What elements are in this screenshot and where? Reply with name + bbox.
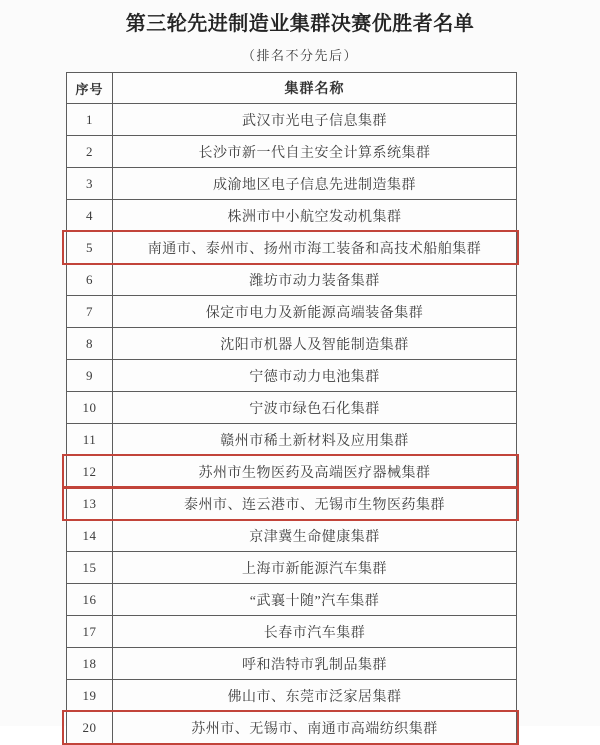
row-index: 7 xyxy=(67,296,113,327)
row-index: 18 xyxy=(67,648,113,679)
table-row xyxy=(67,167,516,199)
row-index: 3 xyxy=(67,168,113,199)
row-index: 15 xyxy=(67,552,113,583)
table-row xyxy=(67,711,516,743)
table-row xyxy=(67,199,516,231)
page-title: 第三轮先进制造业集群决赛优胜者名单 xyxy=(125,13,475,35)
table-row xyxy=(67,231,516,263)
table-row xyxy=(67,103,516,135)
row-cluster-name: 苏州市生物医药及高端医疗器械集群 xyxy=(198,465,431,481)
row-index: 8 xyxy=(67,328,113,359)
row-cluster-name: 潍坊市动力装备集群 xyxy=(249,273,380,289)
row-cluster-name: 上海市新能源汽车集群 xyxy=(242,561,387,577)
row-cluster-name: 宁德市动力电池集群 xyxy=(249,369,380,385)
row-cluster-name: 佛山市、东莞市泛家居集群 xyxy=(227,689,402,705)
row-index: 10 xyxy=(67,392,113,423)
table-row xyxy=(67,583,516,615)
table-row xyxy=(67,391,516,423)
table-row xyxy=(67,487,516,519)
table-row xyxy=(67,135,516,167)
row-cluster-name: 长沙市新一代自主安全计算系统集群 xyxy=(198,145,431,161)
page-subtitle: （排名不分先后） xyxy=(241,48,358,63)
row-index: 9 xyxy=(67,360,113,391)
row-cluster-name: 呼和浩特市乳制品集群 xyxy=(242,657,387,673)
header-cluster-name: 集群名称 xyxy=(284,82,345,97)
row-cluster-name: 保定市电力及新能源高端装备集群 xyxy=(205,305,424,321)
table-row xyxy=(67,423,516,455)
row-index: 19 xyxy=(67,680,113,711)
table-row xyxy=(67,359,516,391)
row-cluster-name: 南通市、泰州市、扬州市海工装备和高技术船舶集群 xyxy=(147,241,482,257)
row-index: 1 xyxy=(67,104,113,135)
row-cluster-name: 宁波市绿色石化集群 xyxy=(249,401,380,417)
row-index: 17 xyxy=(67,616,113,647)
table-row xyxy=(67,519,516,551)
row-cluster-name: 苏州市、无锡市、南通市高端纺织集群 xyxy=(191,721,438,737)
table-row xyxy=(67,263,516,295)
winners-table xyxy=(66,72,517,744)
row-cluster-name: 泰州市、连云港市、无锡市生物医药集群 xyxy=(184,497,445,513)
row-cluster-name: 赣州市稀土新材料及应用集群 xyxy=(220,433,409,449)
table-row xyxy=(67,327,516,359)
table-row xyxy=(67,551,516,583)
table-row xyxy=(67,455,516,487)
row-cluster-name: 成渝地区电子信息先进制造集群 xyxy=(213,177,416,193)
row-index: 4 xyxy=(67,200,113,231)
row-index: 6 xyxy=(67,264,113,295)
row-index: 11 xyxy=(67,424,113,455)
row-index: 12 xyxy=(67,456,113,487)
header-index: 序号 xyxy=(67,73,113,103)
row-cluster-name: 武汉市光电子信息集群 xyxy=(242,113,387,129)
row-index: 14 xyxy=(67,520,113,551)
row-index: 2 xyxy=(67,136,113,167)
table-header-row xyxy=(67,73,516,103)
row-index: 5 xyxy=(67,232,113,263)
row-index: 20 xyxy=(67,712,113,743)
row-index: 13 xyxy=(67,488,113,519)
row-cluster-name: 沈阳市机器人及智能制造集群 xyxy=(220,337,409,353)
row-index: 16 xyxy=(67,584,113,615)
row-cluster-name: 京津冀生命健康集群 xyxy=(249,529,380,545)
table-row xyxy=(67,615,516,647)
row-cluster-name: 株洲市中小航空发动机集群 xyxy=(227,209,402,225)
table-row xyxy=(67,679,516,711)
row-cluster-name: 长春市汽车集群 xyxy=(263,625,366,641)
table-row xyxy=(67,295,516,327)
table-row xyxy=(67,647,516,679)
table-body xyxy=(67,103,516,743)
row-cluster-name: “武襄十随”汽车集群 xyxy=(249,593,380,609)
